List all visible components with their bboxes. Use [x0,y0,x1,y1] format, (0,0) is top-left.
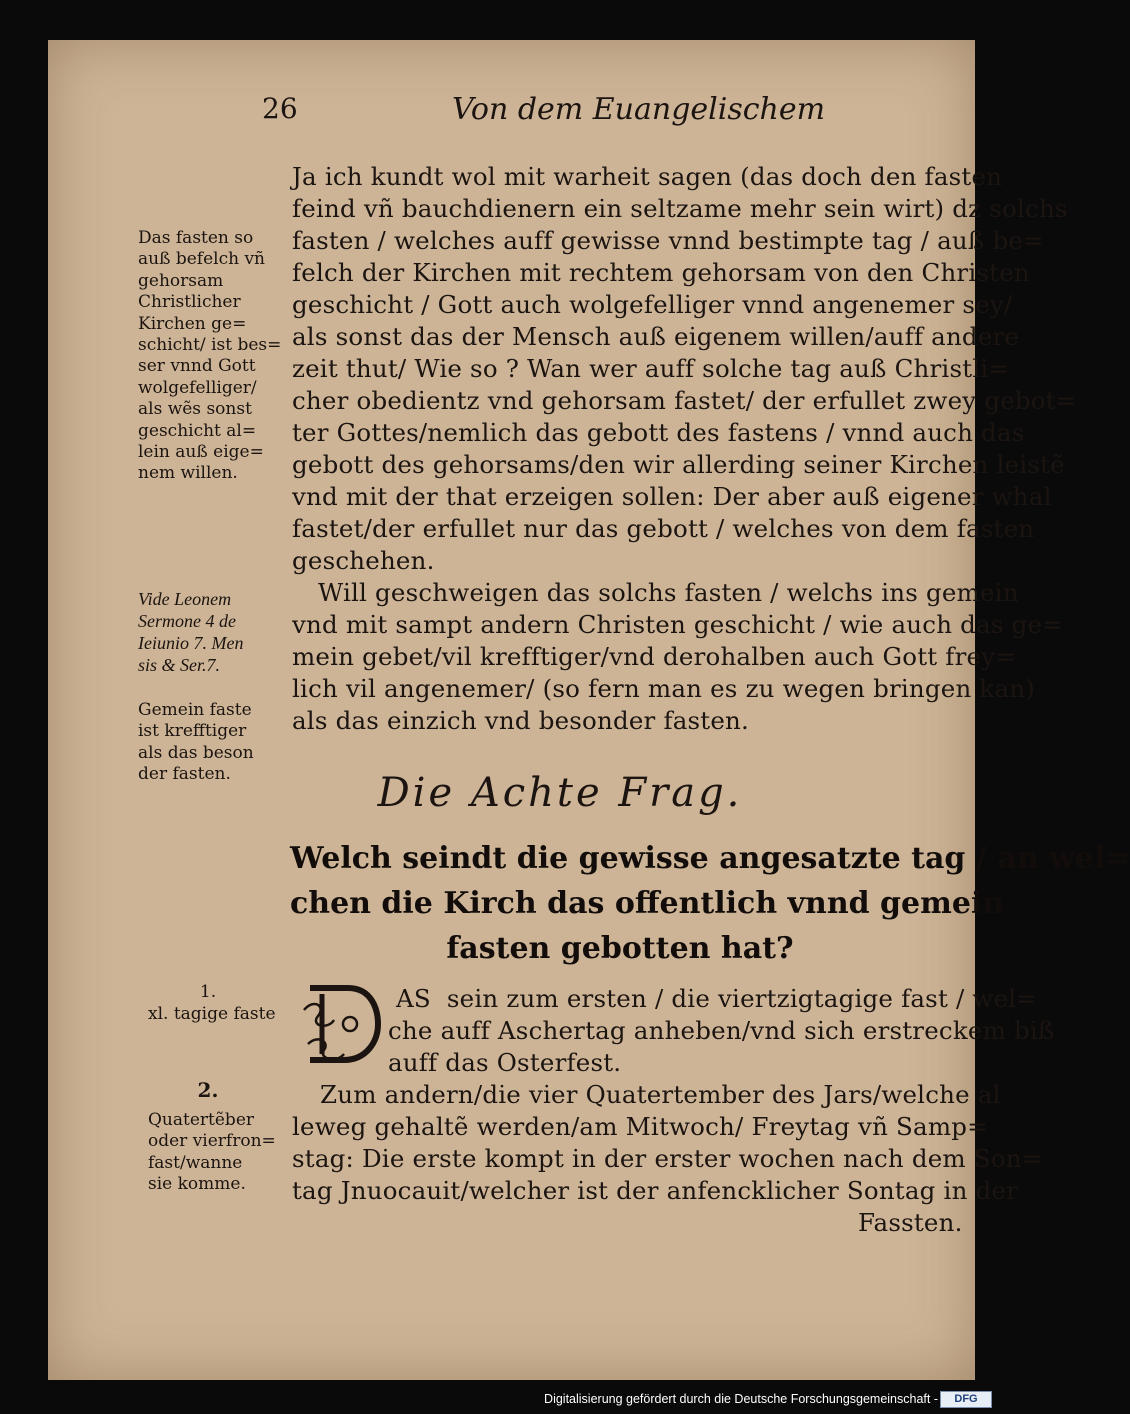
body-line: lich vil angenemer/ (so fern man es zu wegen bringen kan) [292,674,1036,703]
margin-line: Quatertẽber [148,1110,255,1130]
answer-line: che auff Aschertag anheben/vnd sich erstreckem biß [388,1016,1055,1045]
body-line: vnd mit sampt andern Christen geschicht / wie auch das ge= [292,610,1063,639]
body-line: cher obedientz vnd gehorsam fastet/ der erfullet zwey gebot= [292,386,1077,415]
answer-line: Fassten. [858,1208,963,1237]
body-line: fastet/der erfullet nur das gebott / welches von dem fasten [292,514,1035,543]
margin-line: als das beson [138,742,254,763]
question-line: Welch seindt die gewisse angesatzte tag / an wel= [290,841,1130,876]
body-line: als sonst das der Mensch auß eigenem willen/auff andere [292,322,1020,351]
body-line: als das einzich vnd besonder fasten. [292,706,750,735]
answer-line: Zum andern/die vier Quatertember des Jars/welche al [320,1080,1001,1109]
margin-line: gehorsam [138,270,224,291]
body-line: Will geschweigen das solchs fasten / welchs ins gemein [318,578,1019,607]
answer-line: leweg gehaltẽ werden/am Mitwoch/ Freytag vñ Samp= [292,1112,988,1141]
body-line: fasten / welches auff gewisse vnnd bestimpte tag / auß be= [292,226,1044,255]
margin-note-ember-days [148,1110,298,1196]
margin-line: wolgefelliger/ [138,377,257,398]
answer-line: stag: Die erste kompt in der erster wochen nach dem Son= [292,1144,1043,1173]
margin-line: Ieiunio 7. Men [138,633,244,653]
answer-text: sein zum ersten / die viertzigtagige fast / wel= [446,984,1038,1013]
body-line: ter Gottes/nemlich das gebott des fastens / vnnd auch das [292,418,1025,447]
drop-cap-d-ornament [300,980,382,1068]
margin-line: der fasten. [138,764,231,785]
answer-line: auff das Osterfest. [388,1048,622,1077]
answer-line: tag Jnuocauit/welcher ist der anfencklicher Sontag in der [292,1176,1019,1205]
running-head [0,92,1000,132]
margin-line: geschicht al= [138,420,257,441]
margin-line: Kirchen ge= [138,313,247,334]
margin-line: sie komme. [148,1174,246,1195]
question-line: chen die Kirch das offentlich vnnd gemein [290,886,1005,921]
margin-note-number-1: 1. [199,982,217,1002]
body-line: geschehen. [292,546,435,575]
margin-line: oder vierfron= [148,1131,276,1152]
margin-line: Vide Leonem [138,589,232,609]
margin-note-number-2: 2. [197,1078,219,1102]
margin-line: ser vnnd Gott [138,356,256,377]
margin-note-forty-day-fast [148,1004,298,1025]
margin-line: sis & Ser.7. [138,655,221,675]
question-line: fasten gebotten hat? [446,931,794,966]
margin-line: als wẽs sonst [138,399,252,420]
margin-line: ist krefftiger [138,721,247,742]
body-line: gebott des gehorsams/den wir allerding seiner Kirchen leistẽ [292,450,1065,479]
margin-line: fast/wanne [148,1152,243,1173]
body-line: zeit thut/ Wie so ? Wan wer auff solche tag auß Christli= [292,354,1010,383]
digitization-credit: Digitalisierung gefördert durch die Deutsche Forschungsgemeinschaft - [544,1392,938,1406]
margin-line: Das fasten so [138,228,254,248]
margin-line: xl. tagige faste [148,1004,276,1024]
page-number: 26 [262,92,298,125]
margin-line: Gemein faste [138,700,252,720]
margin-line: Christlicher [138,292,241,313]
answer-first-word: AS [396,984,431,1013]
answer-line [396,984,1037,1013]
body-line: geschicht / Gott auch wolgefelliger vnnd angenemer sey/ [292,290,1013,319]
body-line: felch der Kirchen mit rechtem gehorsam von den Christen [292,258,1030,287]
margin-note-obedient-fasting [138,228,288,485]
margin-line: schicht/ ist bes= [138,335,282,356]
question-heading [290,836,1130,971]
body-line: Ja ich kundt wol mit warheit sagen (das doch den fasten [292,162,1003,191]
margin-line: auß befelch vñ [138,249,266,270]
dfg-logo-icon: DFG [940,1391,992,1408]
chapter-title: Die Achte Frag. [377,770,743,816]
margin-note-reference [138,588,288,676]
margin-line: Sermone 4 de [138,611,236,631]
body-line: feind vñ bauchdienern ein seltzame mehr sein wirt) dz solchs [292,194,1068,223]
body-line: vnd mit der that erzeigen sollen: Der aber auß eigener whal [292,482,1052,511]
margin-line: nem willen. [138,463,238,484]
body-line: mein gebet/vil krefftiger/vnd derohalben auch Gott frey= [292,642,1016,671]
running-title: Von dem Euangelischem [452,92,826,127]
margin-line: lein auß eige= [138,442,264,463]
